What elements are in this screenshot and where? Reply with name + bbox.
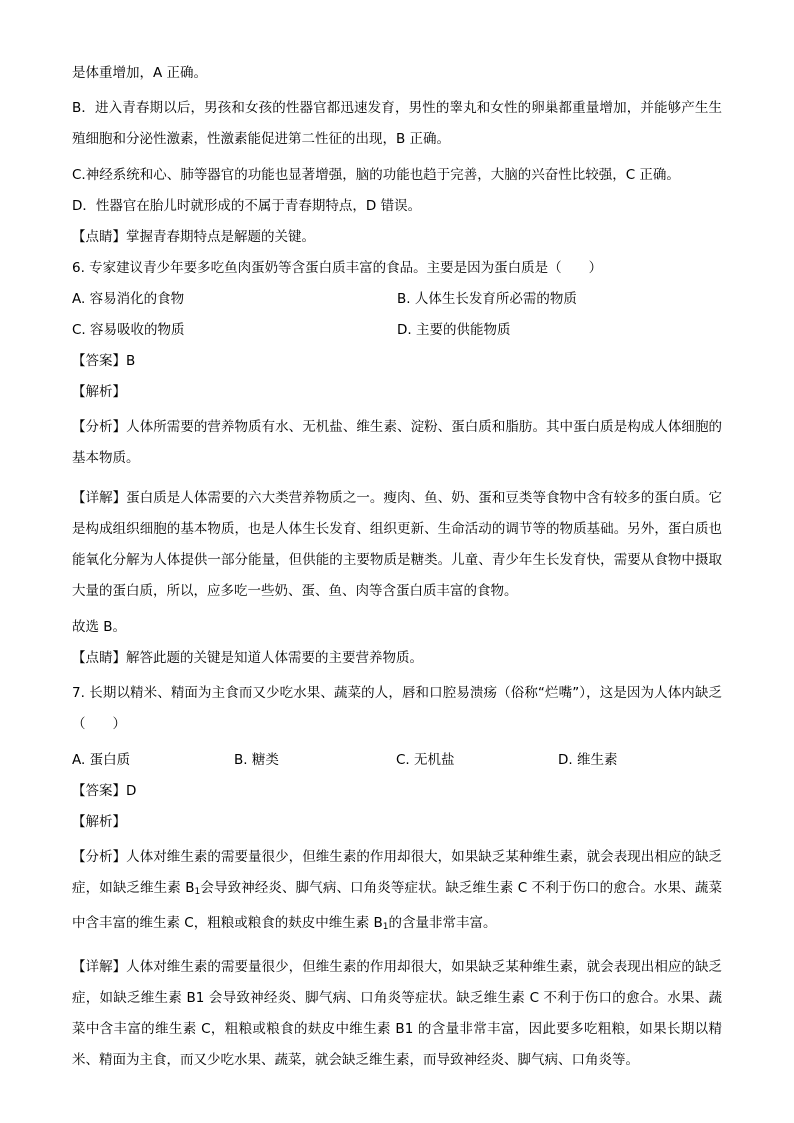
question-7-option-d: D. 维生素 <box>558 752 618 768</box>
document-body <box>72 62 722 1085</box>
question-6-detail: 【详解】蛋白质是人体需要的六大类营养物质之一。瘦肉、鱼、奶、蛋和豆类等食物中含有较多的蛋白质。它是构成组织细胞的基本物质，也是人体生长发育、组织更新、生命活动的调节等的物质基础。另外，蛋白质也能氧化分解为人体提供一部分能量，但供能的主要物质是糖类。儿童、青少年生长发育快，需要从食物中摄取大量的蛋白质，所以，应多吃一些奶、蛋、鱼、肉等含蛋白质丰富的食物。 <box>72 490 722 599</box>
question-6-option-a: A. 容易消化的食物 <box>72 291 185 307</box>
question-7-detail: 【详解】人体对维生素的需要量很少，但维生素的作用却很大，如果缺乏某种维生素，就会表现出相应的缺乏症，如缺乏维生素 B1 会导致神经炎、脚气病、口角炎等症状。缺乏维生素 C 不利于伤口的愈合。水果、蔬菜中含丰富的维生素 C，粗粮或粮食的麸皮中维生素 B1 的含量非常丰富，因此要多吃粗粮，如果长期以精米、精面为主食，而又少吃水果、蔬菜，就会缺乏维生素，而导致神经炎、脚气病、口角炎等。 <box>72 959 722 1068</box>
question-7-analysis-part-3: 的含量非常丰富。 <box>388 915 497 931</box>
key-point: 【点睛】掌握青春期特点是解题的关键。 <box>72 229 315 245</box>
question-6-analysis-heading: 【解析】 <box>72 384 126 400</box>
question-7-stem: 7. 长期以精米、精面为主食而又少吃水果、蔬菜的人，唇和口腔易溃疡（俗称“烂嘴”），这是因为人体内缺乏（ ） <box>72 685 722 732</box>
subscript-1: 1 <box>194 887 201 897</box>
question-6-options-row-1 <box>72 288 722 310</box>
question-7-answer: 【答案】D <box>72 783 137 799</box>
question-7-option-a: A. 蛋白质 <box>72 752 131 768</box>
question-6-analysis: 【分析】人体所需要的营养物质有水、无机盐、维生素、淀粉、蛋白质和脂肪。其中蛋白质是构成人体细胞的基本物质。 <box>72 419 722 466</box>
question-6-choice: 故选 B。 <box>72 619 127 635</box>
question-6-key-point: 【点睛】解答此题的关键是知道人体需要的主要营养物质。 <box>72 650 423 666</box>
question-7-analysis-part-2: 会导致神经炎、脚气病、口角炎等症状。缺乏维生素 C 不利于伤口的愈合。水果、蔬菜中含丰富的维生素 C，粗粮或粮食的麸皮中维生素 B <box>72 880 722 931</box>
text-line: C.神经系统和心、肺等器官的功能也显著增强，脑的功能也趋于完善，大脑的兴奋性比较强，C 正确。 <box>72 167 680 183</box>
question-6-options-row-2 <box>72 319 722 341</box>
question-7-options-row <box>72 749 722 771</box>
text-line: 是体重增加，A 正确。 <box>72 65 208 81</box>
question-6-answer: 【答案】B <box>72 353 136 369</box>
question-7-analysis <box>72 842 722 943</box>
question-7-analysis-part-1: 【分析】人体对维生素的需要量很少，但维生素的作用却很大，如果缺乏某种维生素，就会表现出相应的缺乏症，如缺乏维生素 B <box>72 849 722 896</box>
question-6-option-d: D. 主要的供能物质 <box>397 322 511 338</box>
subscript-1: 1 <box>382 922 389 932</box>
question-6-stem: 6. 专家建议青少年要多吃鱼肉蛋奶等含蛋白质丰富的食品。主要是因为蛋白质是（ ） <box>72 260 603 276</box>
question-7-option-b: B. 糖类 <box>234 752 279 768</box>
text-paragraph: B．进入青春期以后，男孩和女孩的性器官都迅速发育，男性的睾丸和女性的卵巢都重量增加，并能够产生生殖细胞和分泌性激素，性激素能促进第二性征的出现，B 正确。 <box>72 100 722 147</box>
question-6-option-c: C. 容易吸收的物质 <box>72 322 185 338</box>
text-line: D．性器官在胎儿时就形成的不属于青春期特点，D 错误。 <box>72 198 422 214</box>
question-7-analysis-heading: 【解析】 <box>72 814 126 830</box>
question-7-option-c: C. 无机盐 <box>396 752 455 768</box>
question-6-option-b: B. 人体生长发育所必需的物质 <box>397 291 577 307</box>
